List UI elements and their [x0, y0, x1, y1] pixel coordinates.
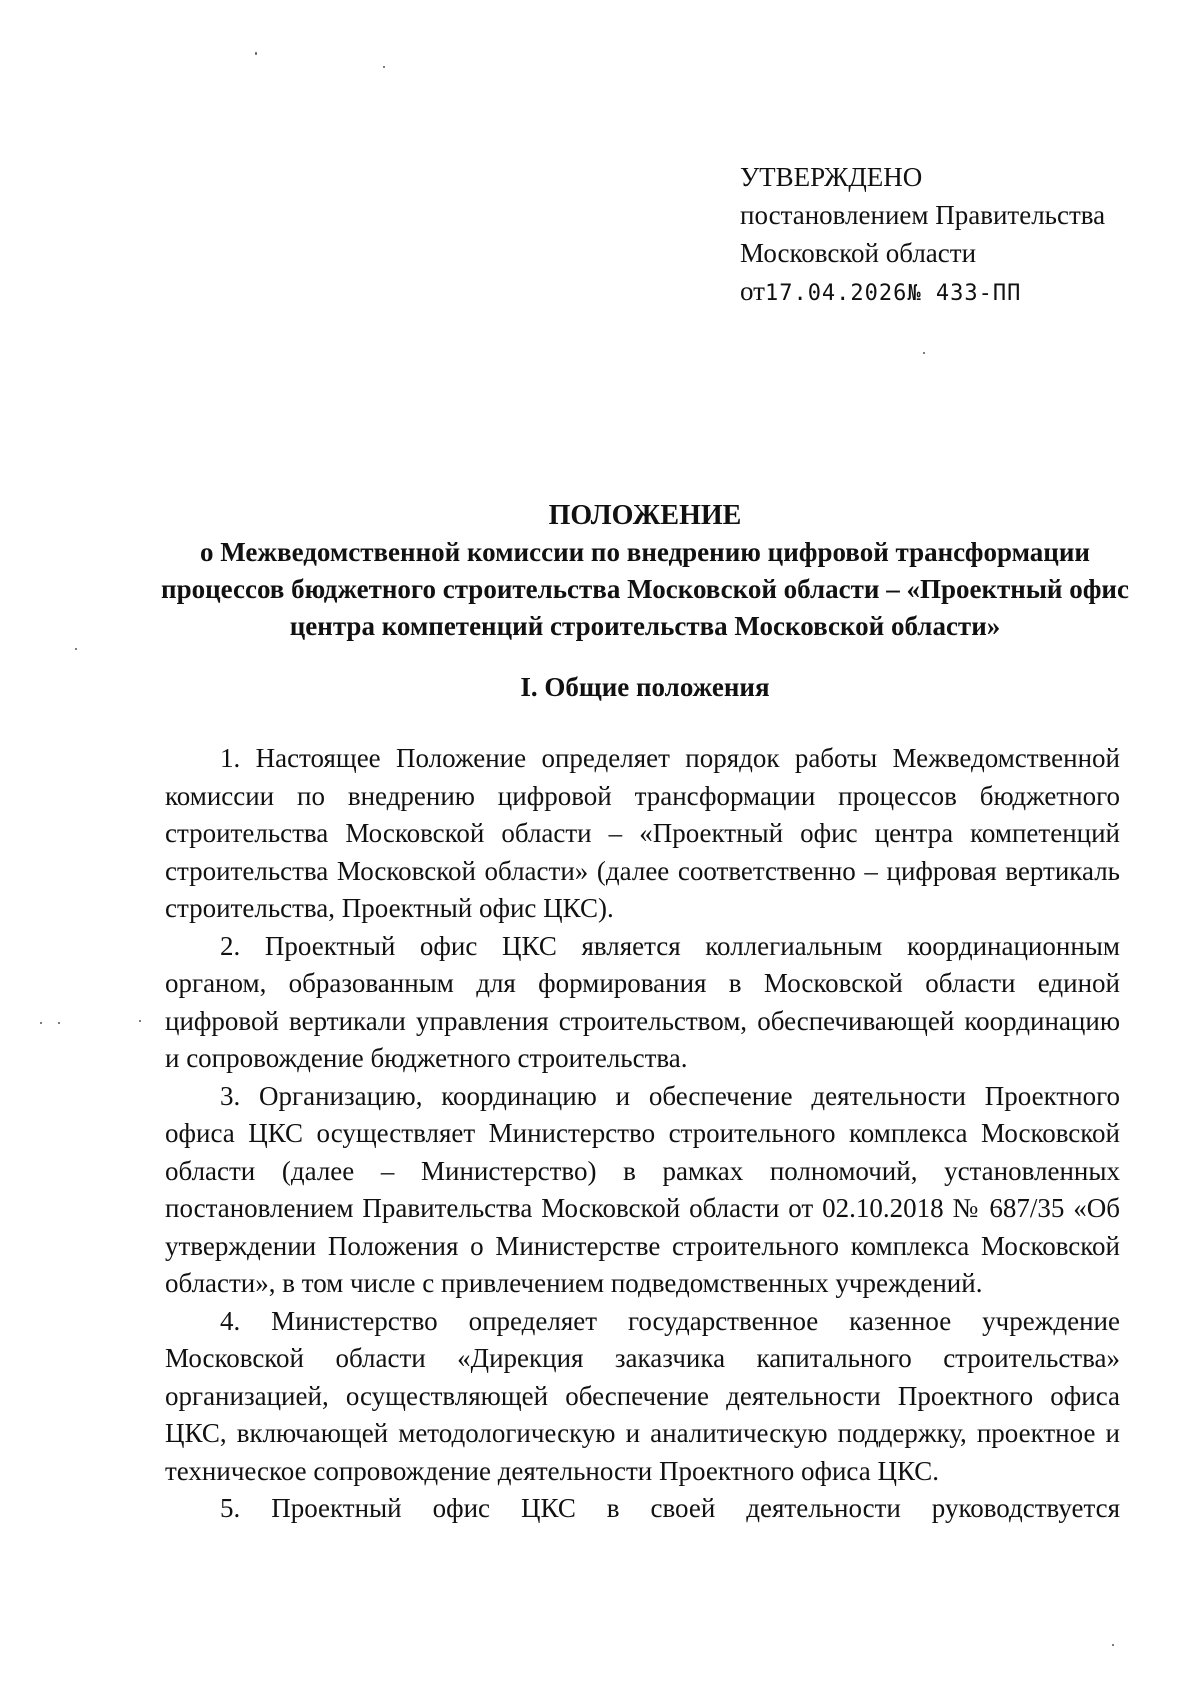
section-heading: I. Общие положения: [520, 672, 770, 702]
paragraph-4: 4. Министерство определяет государственное казенное учреждение Московской области «Дирекция заказчика капитального строительства» организацией, осуществляющей обеспечение деятельности Проектного офиса ЦКС, включающей методологическую и аналитическую поддержку, проектное и техническое сопровождение деятельности Проектного офиса ЦКС.: [165, 1305, 1120, 1486]
scan-speck: [1112, 1644, 1114, 1646]
approval-status: УТВЕРЖДЕНО: [740, 162, 923, 192]
paragraph-3: 3. Организацию, координацию и обеспечение деятельности Проектного офиса ЦКС осуществляет Министерство строительного комплекса Московской области (далее – Министерство) в рамках полномочий, установленных постановлением Правительства Московской области от 02.10.2018 № 687/35 «Об утверждении Положения о Министерстве строительного комплекса Московской области», в том числе с привлечением подведомственных учреждений.: [165, 1080, 1120, 1298]
scan-speck: [383, 66, 385, 68]
scan-speck: [40, 1022, 42, 1024]
approval-date: 17.04.2026: [764, 281, 908, 306]
approval-date-prefix: от: [740, 276, 765, 306]
scan-speck: [255, 52, 257, 55]
paragraph-2: 2. Проектный офис ЦКС является коллегиальным координационным органом, образованным для формирования в Московской области единой цифровой вертикали управления строительством, обеспечивающей координацию и сопровождение бюджетного строительства.: [165, 930, 1120, 1073]
paragraph-1: 1. Настоящее Положение определяет порядок работы Межведомственной комиссии по внедрению цифровой трансформации процессов бюджетного строительства Московской области – «Проектный офис центра компетенций строительства Московской области» (далее соответственно – цифровая вертикаль строительства, Проектный офис ЦКС).: [165, 743, 1120, 923]
approval-number: № 433-ПП: [907, 281, 1022, 306]
approval-authority: постановлением Правительства: [740, 200, 1106, 230]
scan-speck: [923, 352, 925, 354]
approval-block: [740, 158, 1105, 313]
document-title: ПОЛОЖЕНИЕ: [548, 500, 742, 531]
document-title-block: [160, 497, 1130, 645]
approval-date-line: [740, 272, 1105, 313]
paragraph-5: 5. Проектный офис ЦКС в своей деятельности руководствуется: [220, 1493, 1120, 1523]
scan-speck: [58, 1022, 60, 1024]
scan-speck: [139, 1020, 141, 1022]
document-body: [165, 740, 1120, 1528]
scan-speck: [75, 648, 77, 650]
approval-region: Московской области: [740, 238, 977, 268]
document-subtitle: о Межведомственной комиссии по внедрению цифровой трансформации процессов бюджетного строительства Московской области – «Проектный офис центра компетенций строительства Московской области»: [161, 537, 1129, 641]
